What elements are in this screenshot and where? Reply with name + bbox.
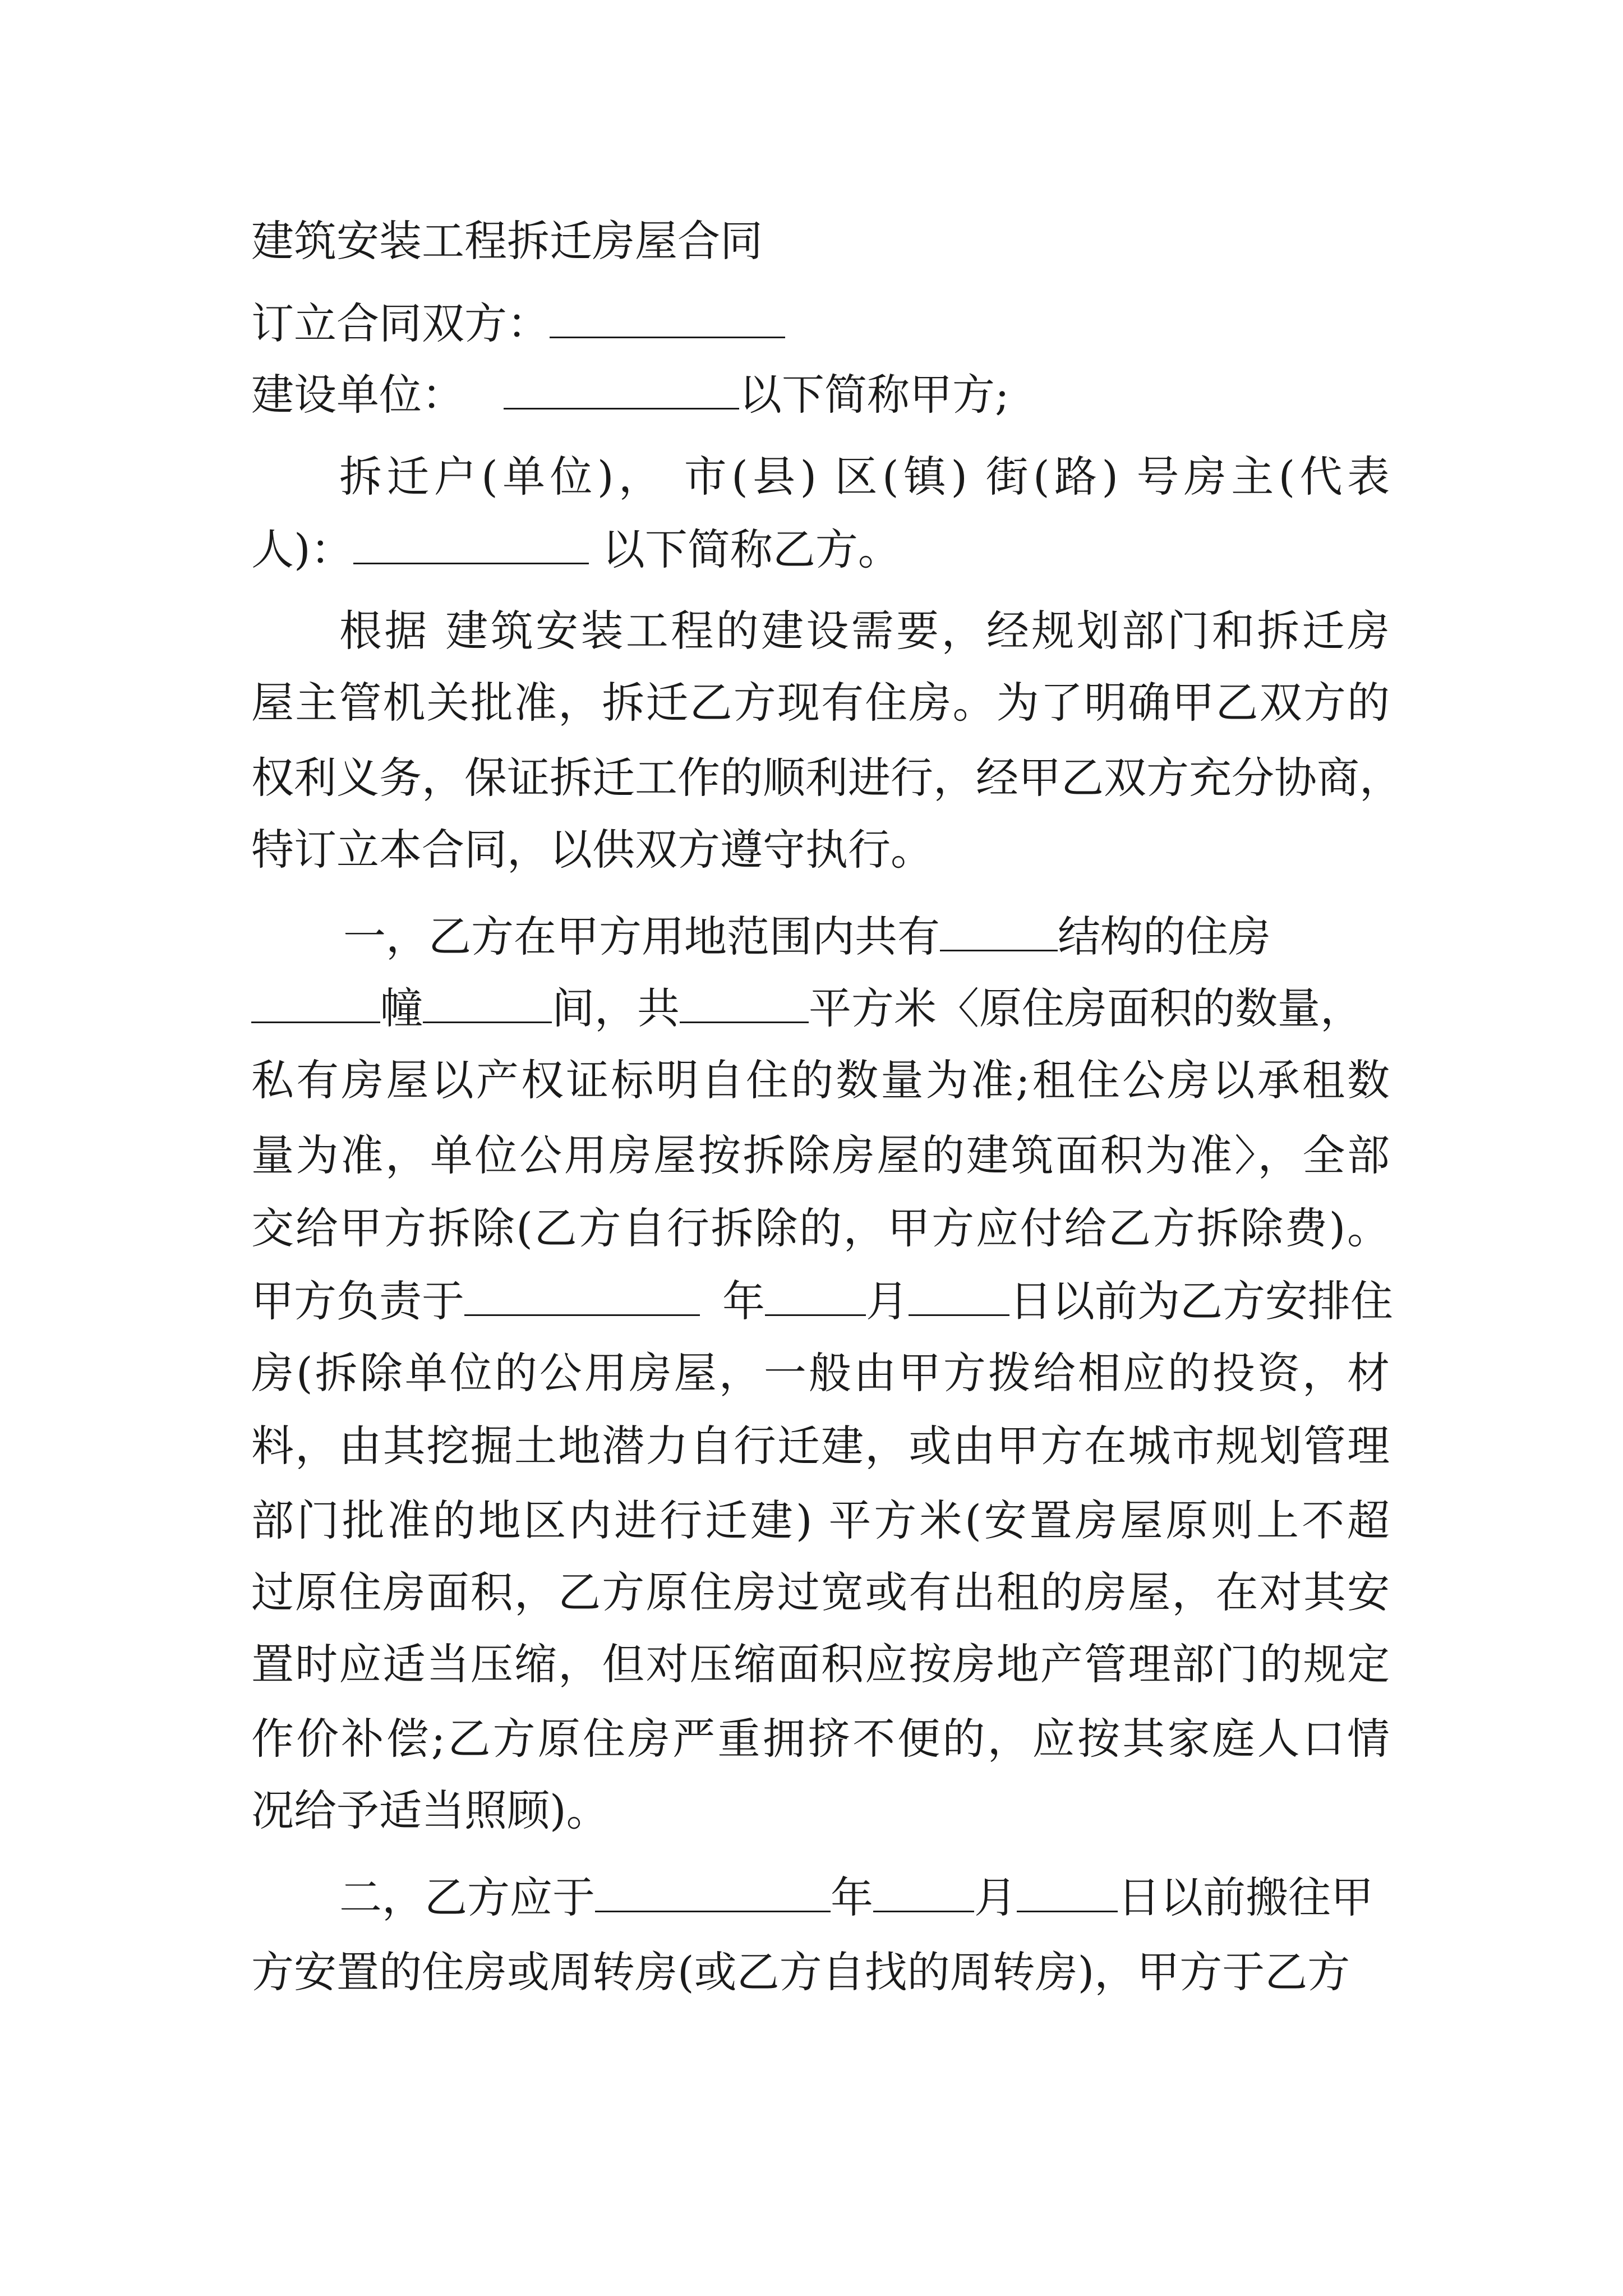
clause1-mid-line-3: 交给甲方拆除(乙方自行拆除的，甲方应付给乙方拆除费)。 [251,1203,1390,1253]
clause1-line-2 [251,981,1390,1037]
area-blank[interactable] [680,984,809,1023]
document-title: 建筑安装工程拆迁房屋合同 [251,216,763,266]
structure-blank[interactable] [940,913,1058,951]
day-blank[interactable] [909,1277,1009,1316]
owner-blank[interactable] [353,526,589,564]
intro-line-3: 权利义务，保证拆迁工作的顺利进行，经甲乙双方充分协商， [251,753,1402,803]
building-count-blank[interactable] [251,984,380,1023]
clause1-end-line-3: 部门批准的地区内进行迁建) 平方米(安置房屋原则上不超 [251,1496,1390,1545]
owner-line-1: 拆迁户(单位)， 市(县) 区(镇) 街(路) 号房主(代表 [339,452,1390,501]
clause1-date-line [251,1273,1393,1329]
year-blank[interactable] [464,1277,700,1316]
clause2-day-blank[interactable] [1017,1874,1118,1912]
clause2-month-label: 月 [974,1872,1017,1922]
clause2-year-blank[interactable] [595,1874,831,1912]
parties-blank[interactable] [550,300,785,338]
builder-label: 建设单位： [251,370,464,420]
clause1-end-line-1: 房(拆除单位的公用房屋，一般由甲方拨给相应的投资，材 [251,1348,1390,1398]
clause1-suffix: 结构的住房 [1058,912,1271,961]
clause1-prefix: 一，乙方在甲方用地范围内共有 [343,912,940,961]
intro-line-2: 屋主管机关批准，拆迁乙方现有住房。为了明确甲乙双方的 [251,678,1390,728]
clause2-line-1 [339,1870,1390,1926]
clause2-prefix: 二，乙方应于 [339,1872,595,1922]
month-blank[interactable] [765,1277,866,1316]
clause1-end-line-4: 过原住房面积，乙方原住房过宽或有出租的房屋，在对其安 [251,1567,1390,1617]
clause1-end-line-2: 料，由其挖掘土地潜力自行迁建，或由甲方在城市规划管理 [251,1421,1390,1471]
clause2-month-blank[interactable] [873,1874,974,1912]
clause2-suffix: 日以前搬往甲 [1118,1872,1373,1922]
owner-label: 人)： [251,524,353,574]
owner-line-2 [251,522,1390,578]
parties-label: 订立合同双方： [251,298,550,348]
clause1-end-line-7: 况给予适当照顾)。 [251,1786,609,1835]
clause1-mid-line-2: 量为准，单位公用房屋按拆除房屋的建筑面积为准〉，全部 [251,1130,1390,1180]
builder-line [251,367,1390,423]
clause1-end-line-6: 作价补偿;乙方原住房严重拥挤不便的，应按其家庭人口情 [251,1714,1390,1764]
clause2-line-2: 方安置的住房或周转房(或乙方自找的周转房)，甲方于乙方 [251,1947,1350,1997]
room-unit: 间，共 [552,983,680,1033]
builder-blank[interactable] [504,371,739,409]
intro-line-4: 特订立本合同，以供双方遵守执行。 [251,825,933,875]
parties-line [251,296,1390,352]
building-unit: 幢 [380,983,423,1033]
clause2-year-label: 年 [831,1872,873,1922]
builder-suffix: 以下简称甲方; [739,370,1009,420]
date-prefix: 甲方负责于 [251,1276,464,1326]
intro-line-1: 根据 建筑安装工程的建设需要，经规划部门和拆迁房 [339,606,1390,656]
clause1-mid-line-1: 私有房屋以产权证标明自住的数量为准;租住公房以承租数 [251,1055,1390,1105]
owner-suffix: 以下简称乙方。 [588,524,901,574]
room-count-blank[interactable] [423,984,552,1023]
year-label: 年 [722,1276,765,1326]
date-suffix: 日以前为乙方安排住 [1009,1276,1393,1326]
clause1-end-line-5: 置时应适当压缩，但对压缩面积应按房地产管理部门的规定 [251,1639,1390,1689]
month-label: 月 [866,1276,909,1326]
area-text: 平方米〈原住房面积的数量， [809,983,1363,1033]
clause1-line-1 [343,909,1482,965]
